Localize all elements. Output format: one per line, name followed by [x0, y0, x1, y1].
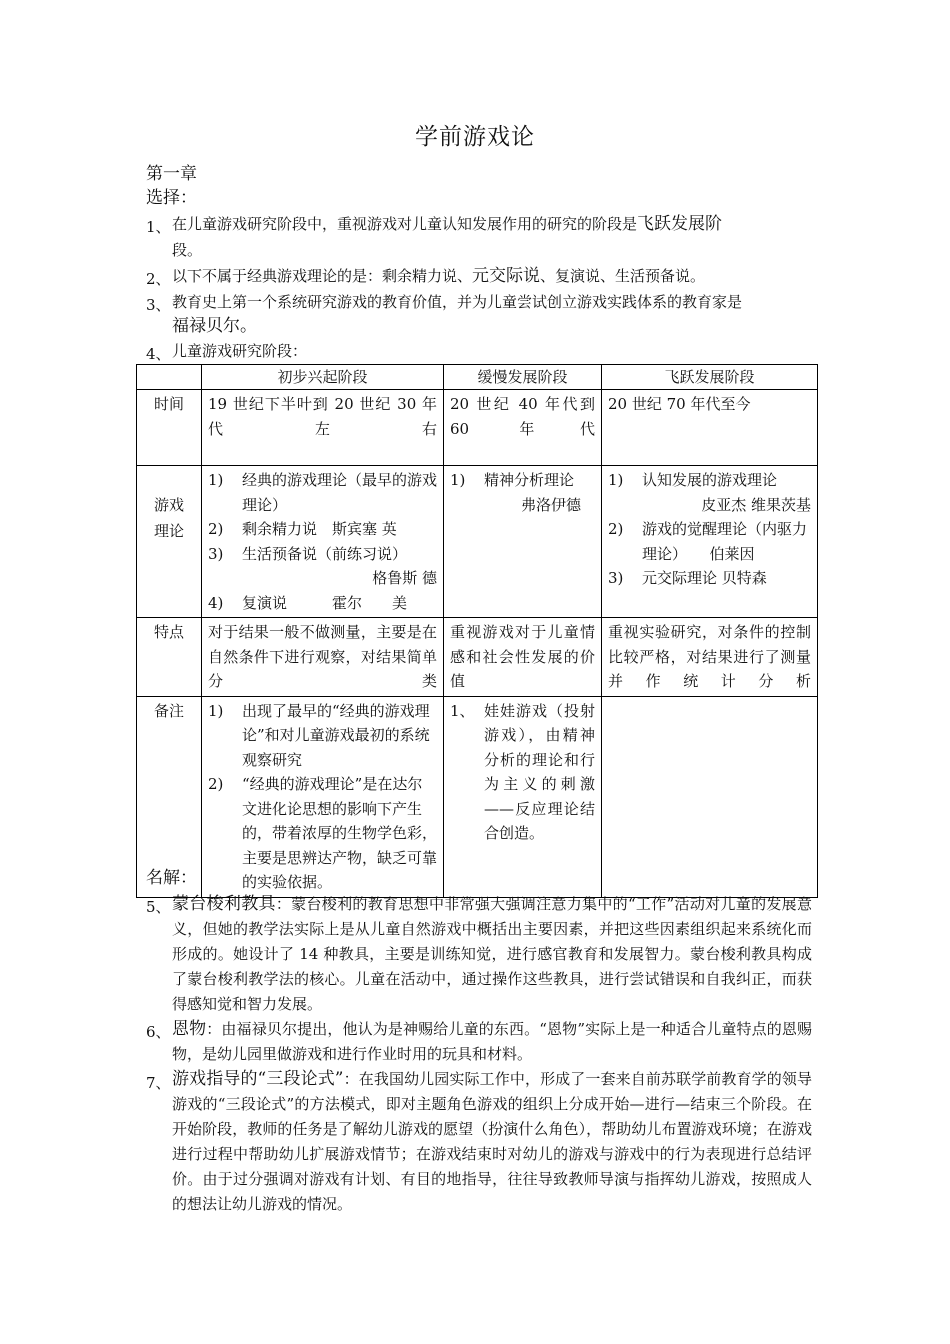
theory-stage-3 [602, 466, 818, 618]
remark-stage-2 [444, 696, 602, 897]
question-3-text: 教育史上第一个系统研究游戏的教育价值，并为儿童尝试创立游戏实践体系的教育家是 [172, 293, 743, 311]
term-6-text: 由福禄贝尔提出，他认为是神赐给儿童的东西。“恩物”实际上是一种适合儿童特点的恩赐物，是幼儿园里做游戏和进行作业时用的玩具和材料。 [172, 1020, 813, 1063]
theory-1-item-num: 4) [208, 593, 224, 612]
remark-1-item-num: 1) [208, 701, 224, 720]
theory-1-item-text: 经典的游戏理论（最早的游戏理论） [242, 471, 438, 514]
question-3-answer: 福禄贝尔。 [172, 316, 257, 336]
theory-stage-1 [202, 466, 444, 618]
choice-heading: 选择： [146, 188, 197, 208]
row-label-remark: 备注 [137, 696, 202, 897]
time-stage-1: 19 世纪下半叶到 20 世纪 30 年代左右 [202, 390, 444, 466]
theory-3-item-extra: 皮亚杰 维果茨基 [701, 495, 811, 514]
term-7-paragraph [172, 1067, 812, 1217]
theory-3-item-num: 2) [608, 520, 624, 538]
table-header-stage-3: 飞跃发展阶段 [602, 365, 818, 390]
remark-2-item-text: 娃娃游戏（投射游戏），由精神分析的理论和行为主义的刺激——反应理论结合创造。 [484, 701, 595, 842]
table-row-time [137, 390, 818, 466]
chapter-heading: 第一章 [146, 164, 197, 184]
term-7-number: 7、 [146, 1074, 171, 1092]
theory-1-item-text: 剩余精力说 斯宾塞 英 [242, 520, 397, 538]
term-7-text: 在我国幼儿园实际工作中，形成了一套来自前苏联学前教育学的领导游戏的“三段论式”的方法模式，即对主题角色游戏的组织上分成开始—进行—结束三个阶段。在开始阶段，教师的任务是了解幼儿游戏的愿望（扮演什么角色），帮助幼儿布置游戏环境；在游戏进行过程中帮助幼儿扩展游戏情节；在游戏结束时对幼儿的游戏与游戏中的行为表现进行总结评价。由于过分强调对游戏有计划、有目的地指导，往往导致教师导演与指挥幼儿游戏，按照成人的想法让幼儿游戏的情况。 [172, 1070, 812, 1213]
remark-1-item-text: “经典的游戏理论”是在达尔文进化论思想的影响下产生的，带着浓厚的生物学色彩，主要是思辨达产物，缺乏可靠的实验依据。 [242, 775, 438, 891]
table-header-row [137, 365, 818, 390]
question-2-pre: 以下不属于经典游戏理论的是：剩余精力说、 [172, 267, 473, 285]
table-row-remark [137, 696, 818, 897]
question-2-answer: 元交际说 [472, 266, 541, 286]
time-stage-3: 20 世纪 70 年代至今 [602, 390, 818, 466]
theory-3-item-text: 游戏的觉醒理论（内驱力理论） 伯莱因 [642, 520, 808, 563]
table-row-feature [137, 618, 818, 697]
remark-stage-1 [202, 696, 444, 897]
row-label-theory-text: 游戏理论 [153, 496, 184, 540]
remark-1-item [208, 699, 437, 773]
remark-2-item [450, 699, 595, 846]
term-7-title: 游戏指导的“三段论式” [172, 1069, 344, 1089]
term-5-colon: ： [275, 895, 292, 913]
question-4-number: 4、 [146, 345, 171, 363]
theory-2-item-num: 1) [450, 471, 466, 489]
question-2-number: 2、 [146, 270, 171, 288]
row-label-feature: 特点 [137, 618, 202, 697]
theory-3-item [608, 468, 811, 517]
table-corner-cell [137, 365, 202, 390]
theory-1-item [208, 517, 437, 542]
question-1-answer: 飞跃发展阶 [637, 214, 723, 234]
term-5-text: 蒙台梭利的教育思想中非常强大强调注意力集中的“工作”活动对儿童的发展意义，但她的教学法实际上是从儿童自然游戏中概括出主要因素，并把这些因素组织起来系统化而形成的。她设计了 14 种教具，主要是训练知觉，进行感官教育和发展智力。蒙台梭利教具构成了蒙台梭利教学法的核心。儿童在活动中，通过操作这些教具，进行尝试错误和自我纠正，而获得感知觉和智力发展。 [172, 895, 812, 1013]
table-header-stage-1: 初步兴起阶段 [202, 365, 444, 390]
remark-2-item-num: 1、 [450, 701, 475, 720]
term-7-colon: ： [343, 1070, 359, 1088]
question-4-text: 儿童游戏研究阶段： [172, 342, 308, 360]
question-1-text: 在儿童游戏研究阶段中，重视游戏对儿童认知发展作用的研究的阶段是 [172, 215, 638, 233]
theory-stage-2 [444, 466, 602, 618]
theory-1-item-text: 复演说 霍尔 美 [242, 593, 408, 612]
question-2 [172, 264, 705, 289]
theory-3-item [608, 517, 811, 566]
feature-stage-3: 重视实验研究，对条件的控制比较严格，对结果进行了测量并作统计分析 [602, 618, 818, 697]
table-row-theory [137, 466, 818, 618]
term-6-number: 6、 [146, 1023, 171, 1041]
document-title: 学前游戏论 [415, 124, 535, 150]
row-label-theory [137, 466, 202, 618]
question-3-number: 3、 [146, 296, 171, 314]
theory-2-item-extra: 弗洛伊德 [520, 495, 581, 514]
remark-1-item-text: 出现了最早的“经典的游戏理论”和对儿童游戏最初的系统观察研究 [242, 701, 430, 769]
theory-1-item [208, 542, 437, 591]
term-6-paragraph [172, 1017, 812, 1067]
question-1 [172, 212, 722, 237]
theory-2-item [450, 468, 595, 517]
remark-1-item-num: 2) [208, 775, 224, 793]
theory-2-item-text: 精神分析理论 [484, 471, 575, 489]
table-header-stage-2: 缓慢发展阶段 [444, 365, 602, 390]
question-1-answer-end: 段。 [172, 241, 203, 259]
row-label-time: 时间 [137, 390, 202, 466]
question-1-number: 1、 [146, 218, 171, 236]
remark-stage-3 [602, 696, 818, 897]
theory-3-item-num: 3) [608, 569, 624, 587]
term-6-colon: ： [206, 1020, 222, 1038]
terms-heading: 名解： [146, 868, 197, 888]
question-2-post: 、复演说、生活预备说。 [540, 267, 706, 285]
time-stage-2: 20 世纪 40 年代到 60 年代 [444, 390, 602, 466]
research-stages-table [136, 364, 818, 898]
theory-1-item [208, 468, 437, 517]
term-5-title: 蒙台梭利教具 [172, 894, 276, 914]
theory-1-item-num: 2) [208, 520, 224, 538]
theory-1-item-num: 3) [208, 544, 224, 563]
theory-1-item-extra: 格鲁斯 德 [372, 569, 437, 587]
feature-stage-2: 重视游戏对于儿童情感和社会性发展的价值 [444, 618, 602, 697]
theory-3-item-text: 元交际理论 贝特森 [642, 569, 767, 587]
theory-3-item-text: 认知发展的游戏理论 [642, 471, 778, 489]
term-5-paragraph [172, 892, 812, 1017]
theory-1-item-text: 生活预备说（前练习说） [242, 544, 408, 563]
term-5-number: 5、 [146, 898, 171, 916]
term-6-title: 恩物 [172, 1019, 207, 1039]
remark-1-item [208, 772, 437, 895]
theory-1-item-num: 1) [208, 471, 224, 489]
feature-stage-1: 对于结果一般不做测量，主要是在自然条件下进行观察，对结果简单分类 [202, 618, 444, 697]
theory-1-item [208, 591, 437, 616]
theory-3-item-num: 1) [608, 471, 624, 489]
theory-3-item [608, 566, 811, 591]
